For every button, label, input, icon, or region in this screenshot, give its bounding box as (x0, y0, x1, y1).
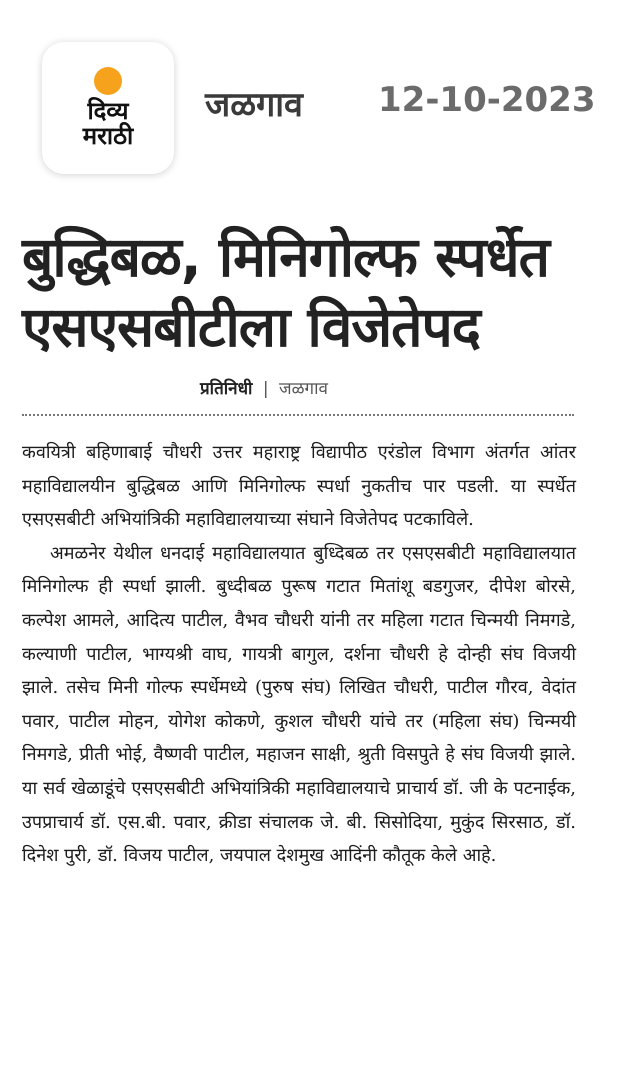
headline-line-2: एसएसबीटीला विजेतेपद (22, 295, 480, 359)
divya-marathi-logo (42, 42, 174, 174)
paragraph-1: कवयित्री बहिणाबाई चौधरी उत्तर महाराष्ट्र विद्यापीठ एरंडोल विभाग अंतर्गत आंतर महाविद्यालयीन बुद्धिबळ आणि मिनिगोल्फ स्पर्धा नुकतीच पार पडली. या स्पर्धेत एसएसबीटी अभियांत्रिकी महाविद्यालयाच्या संघाने विजेतेपद पटकाविले. (22, 442, 576, 531)
headline-line-1: बुद्धिबळ, मिनिगोल्फ स्पर्धेत (22, 225, 549, 289)
edition-date: 12-10-2023 (378, 80, 596, 120)
edition-name: जळगाव (205, 85, 303, 125)
byline-separator: | (262, 379, 269, 399)
article-body (22, 436, 576, 873)
logo-sun-icon (94, 67, 122, 95)
article-headline (22, 222, 622, 362)
logo-text-line2: मराठी (82, 122, 134, 150)
byline-label: प्रतिनिधी (200, 379, 253, 399)
dotted-divider (22, 414, 574, 416)
byline (200, 376, 328, 399)
byline-place: जळगाव (279, 379, 328, 399)
masthead (0, 0, 639, 190)
logo-text-line1: दिव्य (87, 96, 129, 125)
paragraph-2: अमळनेर येथील धनदाई महाविद्यालयात बुध्दिबळ तर एसएसबीटी महाविद्यालयात मिनिगोल्फ ही स्पर्धा झाली. बुध्दीबळ पुरूष गटात मितांशू बडगुजर, दीपेश बोरसे, कल्पेश आमले, आदित्य पाटील, वैभव चौधरी यांनी तर महिला गटात चिन्मयी निमगडे, कल्याणी पाटील, भाग्यश्री वाघ, गायत्री बागुल, दर्शना चौधरी हे दोन्ही संघ विजयी झाले. तसेच मिनी गोल्फ स्पर्धेमध्ये (पुरुष संघ) लिखित चौधरी, पाटील गौरव, वेदांत पवार, पाटील मोहन, योगेश कोकणे, कुशल चौधरी यांचे तर (महिला संघ) चिन्मयी निमगडे, प्रीती भोई, वैष्णवी पाटील, महाजन साक्षी, श्रुती विसपुते हे संघ विजयी झाले. या सर्व खेळाडूंचे एसएसबीटी अभियांत्रिकी महाविद्यालयाचे प्राचार्य डॉ. जी के पटनाईक, उपप्राचार्य डॉ. एस.बी. पवार, क्रीडा संचालक जे. बी. सिसोदिया, मुकुंद सिरसाठ, डॉ. दिनेश पुरी, डॉ. विजय पाटील, जयपाल देशमुख आदिंनी कौतूक केले आहे. (22, 542, 576, 867)
